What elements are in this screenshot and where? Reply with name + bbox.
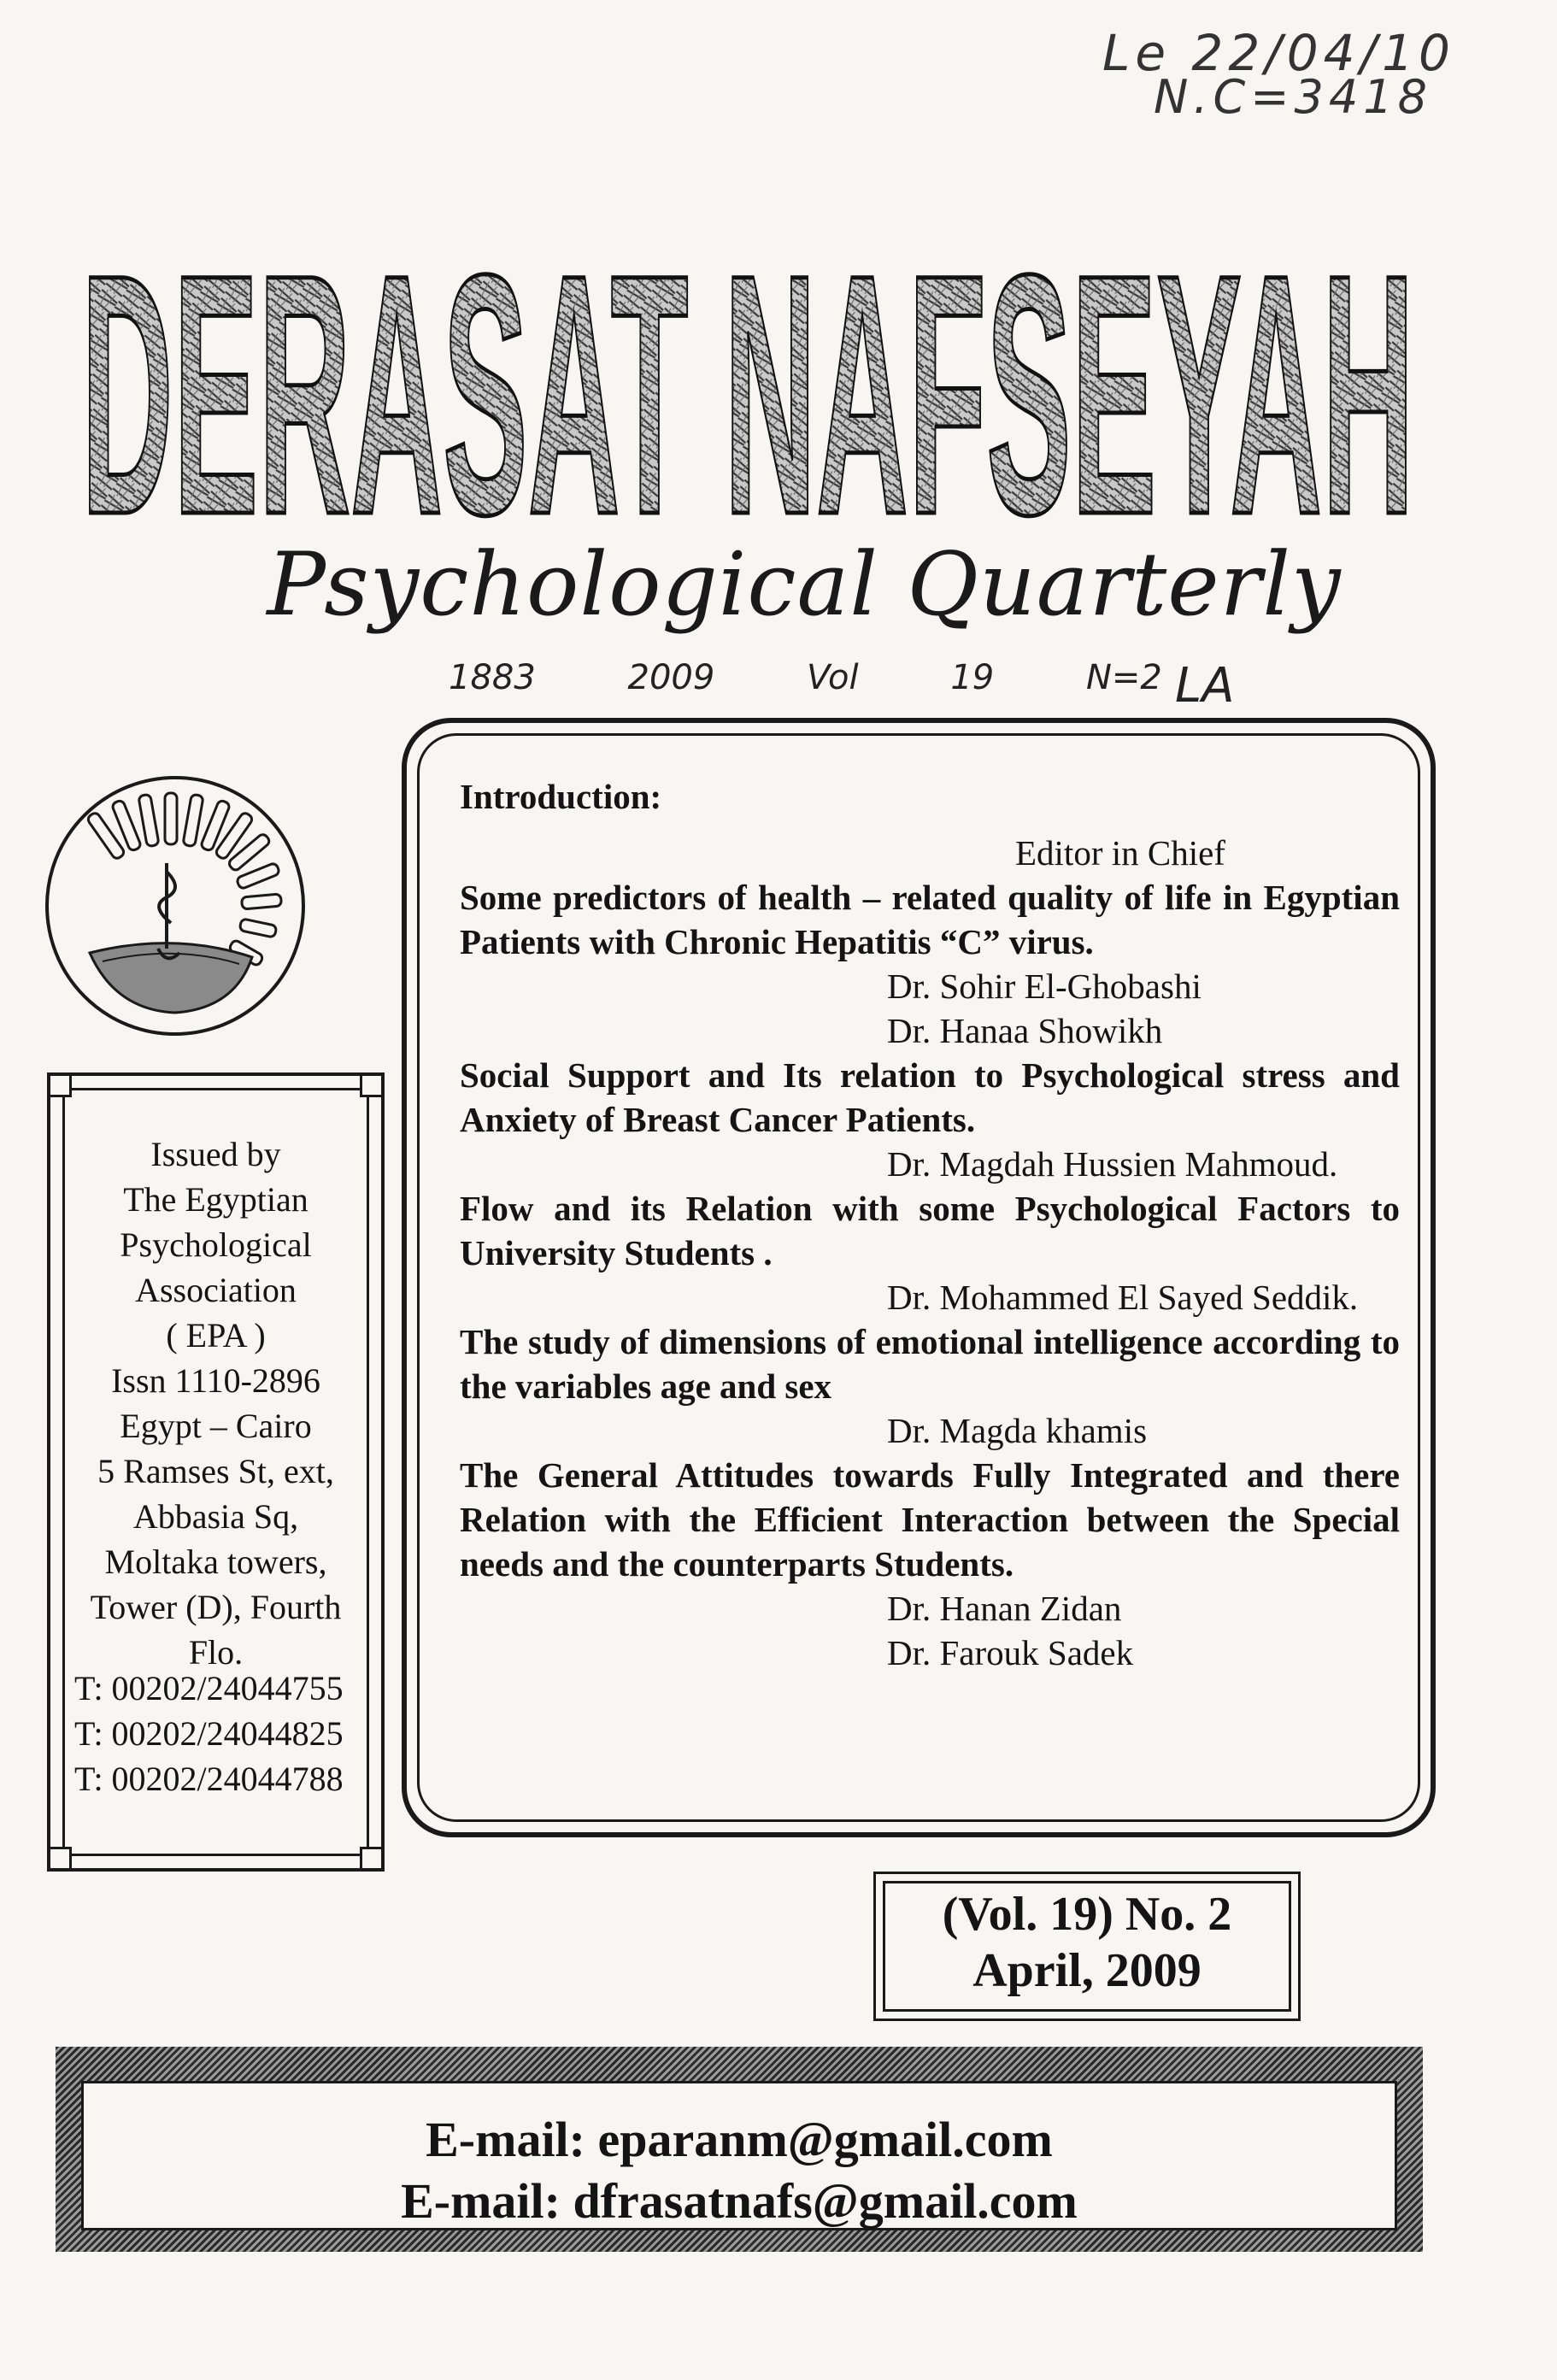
phone-number: T: 00202/24044755 bbox=[74, 1669, 344, 1707]
epa-logo bbox=[38, 769, 312, 1043]
handwritten-date-note: Le 22/04/10 bbox=[1102, 24, 1455, 82]
email-band bbox=[56, 2047, 1423, 2252]
email-list bbox=[84, 2109, 1395, 2232]
email-box bbox=[81, 2081, 1397, 2230]
article-author: Dr. Hanan Zidan bbox=[887, 1589, 1122, 1628]
masthead-subtitle: Psychological Quarterly bbox=[267, 534, 1342, 636]
masthead-title-text: DERASAT NAFSEYAH bbox=[81, 218, 1414, 530]
issuer-line: 5 Ramses St, ext, bbox=[97, 1452, 334, 1490]
article-author: Dr. Magdah Hussien Mahmoud. bbox=[887, 1144, 1338, 1184]
article-author: Dr. Sohir El-Ghobashi bbox=[887, 967, 1202, 1006]
article-title: Social Support and Its relation to Psychological stress and Anxiety of Breast Cancer Patients. bbox=[460, 1055, 1400, 1139]
catalog-item: 2009 bbox=[627, 658, 715, 697]
handwritten-catalog-mark: LA bbox=[1175, 658, 1235, 714]
frame-corner bbox=[360, 1847, 384, 1871]
article-title: The study of dimensions of emotional intelligence according to the variables age and sex bbox=[460, 1322, 1400, 1406]
frame-corner bbox=[48, 1847, 72, 1871]
contents-heading: Introduction: bbox=[460, 777, 662, 816]
article-title: The General Attitudes towards Fully Integrated and there Relation with the Efficient Interaction between the Special needs and the counterparts Students. bbox=[460, 1455, 1400, 1584]
issuer-line: Tower (D), Fourth bbox=[90, 1588, 342, 1626]
issuer-line: Abbasia Sq, bbox=[132, 1497, 299, 1536]
contents-body bbox=[460, 774, 1400, 1675]
article-title: Some predictors of health – related quality of life in Egyptian Patients with Chronic Hepatitis “C” virus. bbox=[460, 878, 1400, 961]
phone-number: T: 00202/24044825 bbox=[74, 1714, 344, 1753]
catalog-item: 1883 bbox=[449, 658, 536, 697]
handwritten-catalog-numbers bbox=[449, 658, 1162, 697]
article-author: Dr. Magda khamis bbox=[887, 1411, 1148, 1450]
issuer-line: The Egyptian bbox=[123, 1180, 308, 1219]
volume-info bbox=[876, 1886, 1298, 1999]
article-author: Dr. Farouk Sadek bbox=[887, 1633, 1134, 1672]
article-author: Dr. Hanaa Showikh bbox=[887, 1011, 1163, 1050]
issuer-info-box bbox=[47, 1072, 385, 1872]
issuer-line: Association bbox=[135, 1271, 297, 1309]
issuer-line: Egypt – Cairo bbox=[120, 1407, 312, 1445]
frame-corner bbox=[360, 1073, 384, 1097]
issuer-address bbox=[50, 1131, 381, 1675]
issuer-line: Psychological bbox=[120, 1225, 312, 1264]
email-address: E-mail: eparanm@gmail.com bbox=[426, 2112, 1053, 2167]
intro-author: Editor in Chief bbox=[1015, 833, 1225, 873]
issuer-phones bbox=[74, 1666, 344, 1801]
volume-box bbox=[873, 1872, 1301, 2021]
issuer-line: Flo. bbox=[188, 1633, 244, 1672]
issue-date: April, 2009 bbox=[972, 1944, 1202, 1997]
catalog-item: N=2 bbox=[1085, 658, 1162, 697]
handwritten-nc-note: N.C=3418 bbox=[1154, 70, 1432, 124]
issuer-line: ( EPA ) bbox=[166, 1316, 266, 1355]
article-title: Flow and its Relation with some Psychological Factors to University Students . bbox=[460, 1189, 1400, 1272]
issuer-line: Issn 1110-2896 bbox=[111, 1361, 320, 1400]
catalog-item: Vol 19 bbox=[807, 658, 995, 697]
issuer-line: Issued by bbox=[150, 1135, 281, 1173]
article-author: Dr. Mohammed El Sayed Seddik. bbox=[887, 1278, 1359, 1317]
volume-number: (Vol. 19) No. 2 bbox=[942, 1888, 1232, 1941]
masthead-title bbox=[77, 218, 1419, 530]
table-of-contents bbox=[402, 718, 1436, 1837]
frame-corner bbox=[48, 1073, 72, 1097]
email-address: E-mail: dfrasatnafs@gmail.com bbox=[401, 2173, 1078, 2229]
phone-number: T: 00202/24044788 bbox=[74, 1760, 344, 1798]
issuer-line: Moltaka towers, bbox=[104, 1543, 327, 1581]
